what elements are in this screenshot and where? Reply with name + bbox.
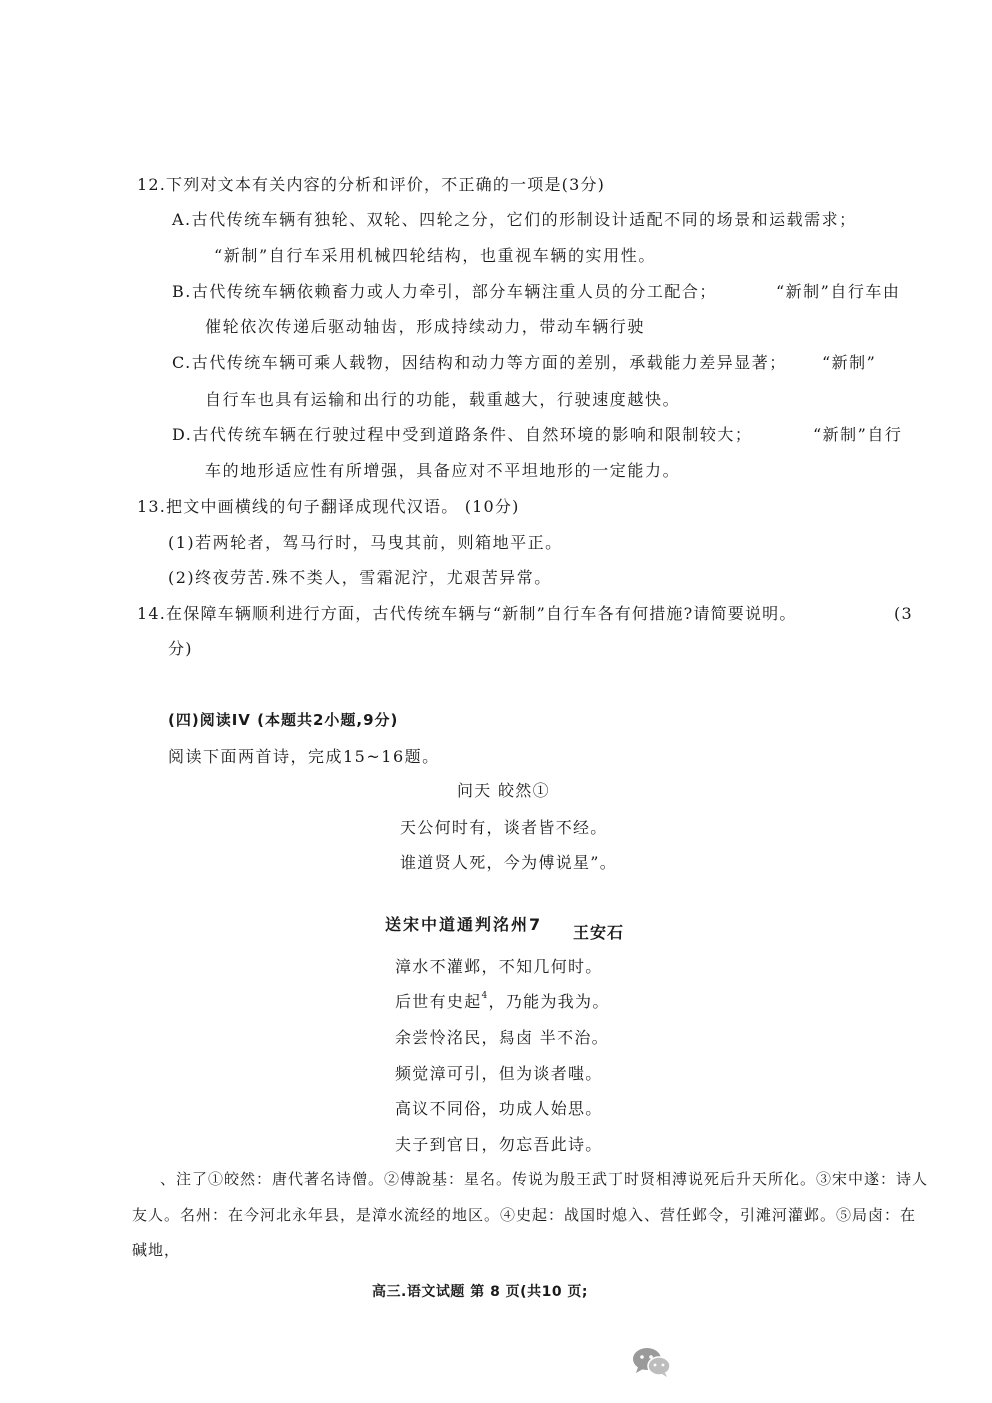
q12-stem: 12.下列对文本有关内容的分析和评价，不正确的一项是(3分) bbox=[137, 175, 606, 194]
notes-line-1: 、注了①皎然：唐代著名诗僧。②傅說基：星名。传说为殷王武丁时贤相溥说死后升天所化。③宋中遂：诗人 bbox=[160, 1170, 929, 1188]
footnote-marker: 4 bbox=[481, 991, 489, 1001]
q12-option-a-line1: A.古代传统车辆有独轮、双轮、四轮之分，它们的形制设计适配不同的场景和运载需求； bbox=[172, 210, 857, 229]
notes-line-3: 碱地， bbox=[132, 1241, 181, 1259]
q12-option-d-line2: 车的地形适应性有所增强，具备应对不平坦地形的一定能力。 bbox=[205, 461, 681, 480]
poem2-line-5: 高议不同俗，功成人始思。 bbox=[395, 1099, 603, 1118]
poem1-line-1: 天公何时有，谈者皆不经。 bbox=[400, 818, 608, 837]
q12-option-b-line2: 催轮依次传递后驱动轴齿，形成持续动力，带动车辆行驶 bbox=[205, 317, 646, 336]
q12-option-a-line2: “新制”自行车采用机械四轮结构，也重视车辆的实用性。 bbox=[214, 246, 656, 265]
q12-option-b-line1: B.古代传统车辆依赖畜力或人力牵引，部分车辆注重人员的分工配合； bbox=[172, 282, 717, 301]
poem1-title: 问天 皎然① bbox=[457, 781, 550, 800]
q13-sentence-2: (2)终夜劳苦.殊不类人，雪霜泥泞，尤艰苦异常。 bbox=[168, 568, 552, 587]
page-footer: 高三.语文试题 第 8 页(共10 页; bbox=[372, 1284, 589, 1300]
q14-stem-continued: 分) bbox=[168, 639, 193, 658]
section-instructions: 阅读下面两首诗，完成15~16题。 bbox=[168, 747, 440, 766]
q12-option-c-line2: 自行车也具有运输和出行的功能，载重越大，行驶速度越快。 bbox=[205, 390, 681, 409]
q12-option-d-line1-tail: “新制”自行 bbox=[813, 425, 903, 444]
q13-sentence-1: (1)若两轮者，驾马行时，马曳其前，则箱地平正。 bbox=[168, 533, 563, 552]
poem2-author: 王安石 bbox=[573, 923, 625, 942]
notes-line-2: 友人。名州：在今河北永年县，是漳水流经的地区。④史起：战国时熄入、营任邺令，引滩河灌邺。⑤局卤：在 bbox=[132, 1206, 917, 1224]
wechat-icon bbox=[632, 1346, 672, 1378]
q12-option-b-line1-tail: “新制”自行车由 bbox=[776, 282, 901, 301]
q14-stem: 14.在保障车辆顺利进行方面，古代传统车辆与“新制”自行车各有何措施?请简要说明。 bbox=[137, 604, 797, 623]
poem2-line-2: 后世有史起$^4$，乃能为我为。 bbox=[395, 991, 610, 1011]
poem2-line-6: 夫子到官日，勿忘吾此诗。 bbox=[395, 1135, 603, 1154]
poem1-line-2: 谁道贤人死，今为傅说星”。 bbox=[400, 853, 618, 872]
section-heading: (四)阅读IV (本题共2小题,9分) bbox=[168, 711, 399, 729]
q13-stem: 13.把文中画横线的句子翻译成现代汉语。 (10分) bbox=[137, 497, 520, 516]
poem2-line-3: 余尝怜洺民，舄卤 半不治。 bbox=[395, 1028, 609, 1047]
poem2-line-4: 频觉漳可引，但为谈者嗤。 bbox=[395, 1064, 603, 1083]
q12-option-d-line1: D.古代传统车辆在行驶过程中受到道路条件、自然环境的影响和限制较大； bbox=[172, 425, 753, 444]
q14-stem-tail: (3 bbox=[894, 604, 913, 623]
q12-option-c-line1-tail: “新制” bbox=[822, 353, 877, 372]
q12-option-c-line1: C.古代传统车辆可乘人载物，因结构和动力等方面的差别，承载能力差异显著； bbox=[172, 353, 787, 372]
poem2-title: 送宋中道通判洺州7 bbox=[385, 915, 543, 934]
poem2-line-1: 漳水不灌邺，不知几何时。 bbox=[395, 957, 603, 976]
